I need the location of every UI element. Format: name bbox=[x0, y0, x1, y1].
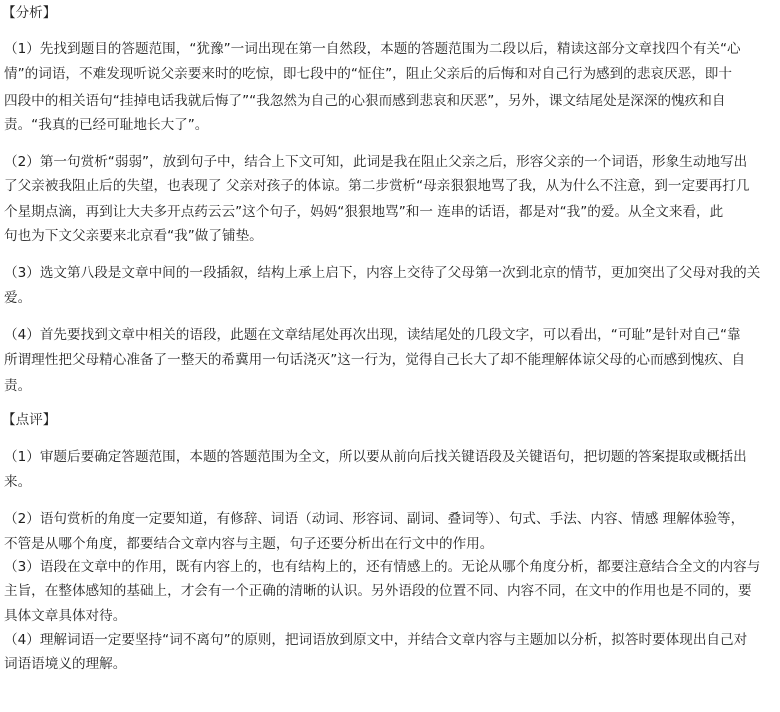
comment-p2-line2: 不管是从哪个角度，都要结合文章内容与主题，句子还要分析出在行文中的作用。 bbox=[4, 536, 494, 552]
comment-heading: 【点评】 bbox=[2, 412, 57, 428]
analysis-heading: 【分析】 bbox=[2, 5, 57, 21]
analysis-p4-line1: （4）首先要找到文章中相关的语段，此题在文章结尾处再次出现，读结尾处的几段文字，可以看出，“可耻”是针对自己“靠 bbox=[4, 327, 741, 343]
comment-p1-line1: （1）审题后要确定答题范围，本题的答题范围为全文，所以要从前向后找关键语段及关键语句，把切题的答案提取或概括出 bbox=[4, 449, 747, 465]
comment-p3-line3: 具体文章具体对待。 bbox=[4, 608, 127, 624]
comment-p1-line2: 来。 bbox=[4, 474, 32, 490]
comment-p2-line1: （2）语句赏析的角度一定要知道，有修辞、词语（动词、形容词、副词、叠词等）、句式、手法、内容、情感 理解体验等， bbox=[4, 511, 745, 527]
analysis-p2-line4: 句也为下文父亲要来北京看“我”做了铺垫。 bbox=[4, 228, 263, 244]
comment-p3-line1: （3）语段在文章中的作用，既有内容上的，也有结构上的，还有情感上的。无论从哪个角度分析，都要注意结合全文的内容与 bbox=[4, 559, 761, 575]
analysis-p1-line3: 四段中的相关语句“挂掉电话我就后悔了”“我忽然为自己的心狠而感到悲哀和厌恶”，另外，课文结尾处是深深的愧疚和自 bbox=[4, 93, 726, 109]
analysis-p3-line1: （3）选文第八段是文章中间的一段插叙，结构上承上启下，内容上交待了父母第一次到北京的情节，更加突出了父母对我的关 bbox=[4, 265, 761, 281]
analysis-p4-line2: 所谓理性把父母精心准备了一整天的希冀用一句话浇灭”这一行为，觉得自己长大了却不能理解体谅父母的心而感到愧疚、自 bbox=[4, 352, 746, 368]
analysis-p3-line2: 爱。 bbox=[4, 290, 32, 306]
comment-p4-line2: 词语语境义的理解。 bbox=[4, 656, 127, 672]
analysis-p2-line3: 个星期点滴，再到让大夫多开点药云云”这个句子，妈妈“狠狠地骂”和一 连串的话语，都是对“我”的爱。从全文来看，此 bbox=[4, 204, 724, 220]
analysis-p2-line1: （2）第一句赏析“弱弱”，放到句子中，结合上下文可知，此词是我在阻止父亲之后，形容父亲的一个词语，形象生动地写出 bbox=[4, 154, 748, 170]
comment-p4-line1: （4）理解词语一定要坚持“词不离句”的原则，把词语放到原文中，并结合文章内容与主题加以分析，拟答时要体现出自己对 bbox=[4, 632, 748, 648]
analysis-p1-line4: 责。“我真的已经可耻地长大了”。 bbox=[4, 117, 209, 133]
analysis-p2-line2: 了父亲被我阻止后的失望，也表现了 父亲对孩子的体谅。第二步赏析“母亲狠狠地骂了我，从为什么不注意，到一定要再打几 bbox=[4, 178, 750, 194]
comment-p3-line2: 主旨，在整体感知的基础上，才会有一个正确的清晰的认识。另外语段的位置不同、内容不同，在文中的作用也是不同的，要 bbox=[4, 583, 752, 599]
analysis-p4-line3: 责。 bbox=[4, 378, 32, 394]
analysis-p1-line2: 情”的词语，不难发现听说父亲要来时的吃惊，即七段中的“怔住”，阻止父亲后的后悔和对自己行为感到的悲哀厌恶，即十 bbox=[4, 66, 732, 82]
analysis-p1-line1: （1）先找到题目的答题范围，“犹豫”一词出现在第一自然段，本题的答题范围为二段以后，精读这部分文章找四个有关“心 bbox=[4, 41, 741, 57]
